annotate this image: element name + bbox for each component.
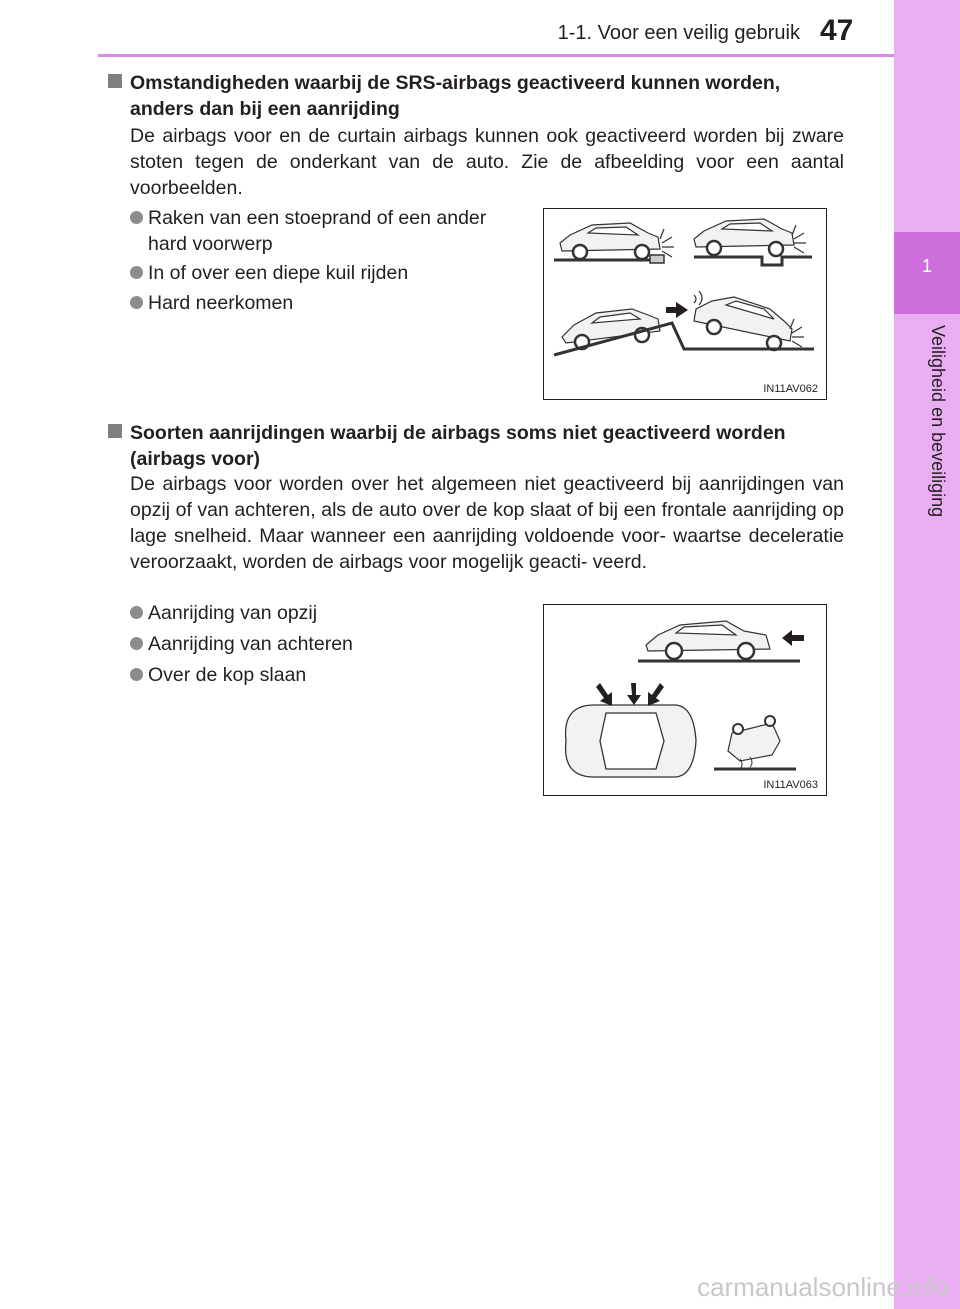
bullet-rear-impact: Aanrijding van achteren — [130, 631, 353, 657]
header-divider — [98, 54, 894, 57]
bullet-dot-icon — [130, 266, 143, 279]
bullet-curb: Raken van een stoeprand of een ander hard voorwerp — [130, 205, 486, 257]
bullet-dot-icon — [130, 606, 143, 619]
bullet-dot-icon — [130, 211, 143, 224]
bullet-dot-icon — [130, 637, 143, 650]
figure-code: IN11AV062 — [763, 383, 818, 395]
bullet-rollover: Over de kop slaan — [130, 662, 306, 688]
figure-code: IN11AV063 — [763, 779, 818, 791]
footer-watermark: carmanualsonline.info — [697, 1272, 950, 1302]
section2-heading: Soorten aanrijdingen waarbij de airbags soms niet geactiveerd worden (airbags voor) — [108, 420, 786, 472]
bullet-landing: Hard neerkomen — [130, 290, 293, 316]
figure-non-deploy-collisions — [543, 604, 827, 796]
square-bullet-icon — [108, 424, 122, 438]
square-bullet-icon — [108, 74, 122, 88]
section1-body: De airbags voor en de curtain airbags kunnen ook geactiveerd worden bij zware stoten tegen de onderkant van de auto. Zie de afbeelding voor een aantal voorbeelden. — [130, 125, 844, 199]
chapter-number: 1 — [921, 256, 932, 276]
page-number: 47 — [820, 14, 854, 47]
bullet-side-impact: Aanrijding van opzij — [130, 600, 317, 626]
collision-types-illustration — [544, 605, 826, 795]
chapter-title: Veiligheid en beveiliging — [928, 325, 948, 518]
bullet-pothole: In of over een diepe kuil rijden — [130, 260, 408, 286]
running-header: 1-1. Voor een veilig gebruik — [557, 22, 800, 44]
section1-heading: Omstandigheden waarbij de SRS-airbags geactiveerd kunnen worden, anders dan bij een aanrijding — [108, 70, 780, 122]
undercarriage-impact-illustration — [544, 209, 826, 399]
bullet-dot-icon — [130, 668, 143, 681]
figure-undercarriage-impacts — [543, 208, 827, 400]
section2-body: De airbags voor worden over het algemeen niet geactiveerd bij aanrijdingen van opzij of van achteren, als de auto over de kop slaat of bij een frontale aanrijding op lage snelheid. Maar wanneer een aanrijding voldoende voor- waartse deceleratie veroorzaakt, worden de airbags voor mogelijk geacti- veerd. — [130, 473, 844, 573]
side-tab — [894, 0, 960, 1309]
bullet-dot-icon — [130, 296, 143, 309]
